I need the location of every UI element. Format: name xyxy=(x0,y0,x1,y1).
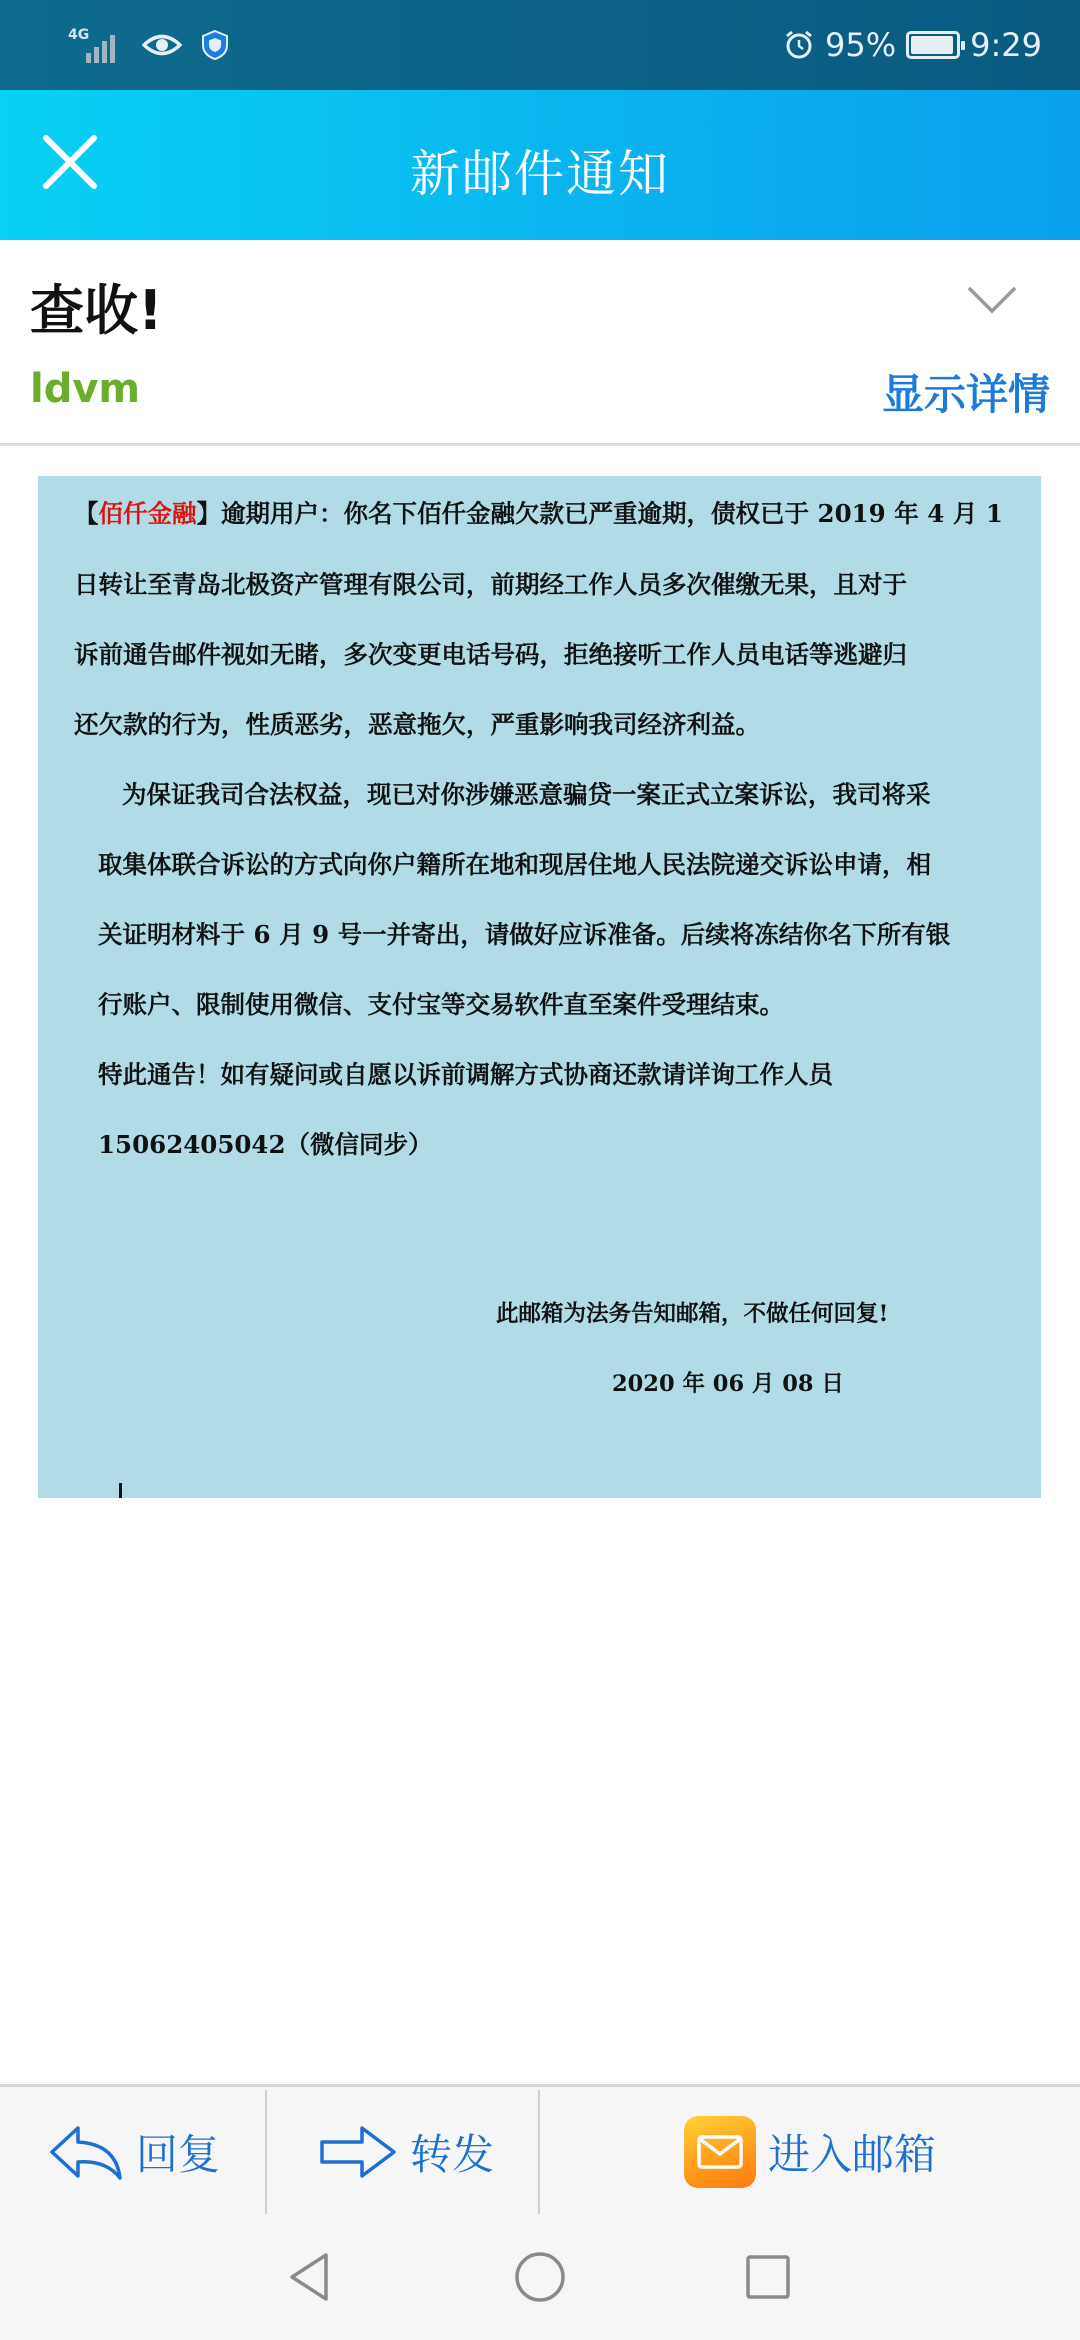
recents-button[interactable] xyxy=(708,2214,828,2340)
app-bar xyxy=(0,90,1080,240)
open-mailbox-label: 进入邮箱 xyxy=(768,2130,937,2179)
forward-icon xyxy=(318,2122,398,2182)
system-nav-bar xyxy=(0,2214,1080,2340)
letter-line-1: 】逾期用户：你名下佰仟金融欠款已严重逾期，债权已于 2019 年 4 月 1 xyxy=(196,499,1003,528)
status-bar xyxy=(0,0,1080,90)
phone-number-line: 15062405042（微信同步） xyxy=(98,1130,433,1159)
back-button[interactable] xyxy=(250,2214,370,2340)
battery-icon xyxy=(906,31,960,59)
shield-icon xyxy=(200,29,230,61)
bottom-action-bar xyxy=(0,2084,1080,2214)
letter-line-4: 还欠款的行为，性质恶劣，恶意拖欠，严重影响我司经济利益。 xyxy=(74,710,760,739)
back-icon xyxy=(286,2251,334,2303)
page-title: 新邮件通知 xyxy=(410,145,670,203)
letter-line-6: 取集体联合诉讼的方式向你户籍所在地和现居住地人民法院递交诉讼申请，相 xyxy=(98,850,931,879)
email-subject: 查收! xyxy=(30,279,163,342)
alarm-icon xyxy=(783,29,815,61)
battery-percent: 95% xyxy=(825,26,897,64)
email-sender[interactable]: ldvm xyxy=(30,366,141,412)
letter-line-9: 特此通告！如有疑问或自愿以诉前调解方式协商还款请详询工作人员 xyxy=(98,1060,833,1089)
forward-button[interactable] xyxy=(318,2087,494,2217)
chevron-down-icon[interactable] xyxy=(966,282,1018,318)
reply-label: 回复 xyxy=(136,2130,221,2179)
letter-line-3: 诉前通告邮件视如无睹，多次变更电话号码，拒绝接听工作人员电话等逃避归 xyxy=(74,640,907,669)
text-cursor xyxy=(119,1483,122,1498)
divider xyxy=(0,443,1080,446)
letter-line-7: 关证明材料于 6 月 9 号一并寄出，请做好应诉准备。后续将冻结你名下所有银 xyxy=(98,920,951,949)
mailbox-icon xyxy=(684,2116,756,2188)
open-mailbox-button[interactable] xyxy=(684,2087,936,2217)
signal-icon xyxy=(68,25,124,65)
status-right xyxy=(783,22,1042,68)
letter-line-5: 为保证我司合法权益，现已对你涉嫌恶意骗贷一案正式立案诉讼，我司将采 xyxy=(122,780,931,809)
eye-comfort-icon xyxy=(142,30,182,60)
home-icon xyxy=(513,2250,567,2304)
reply-icon xyxy=(48,2122,124,2182)
letter-date: 2020 年 06 月 08 日 xyxy=(612,1371,844,1397)
letter-line xyxy=(74,495,1003,530)
show-details-link[interactable]: 显示详情 xyxy=(881,370,1050,419)
brand-name: 佰仟金融 xyxy=(98,499,197,528)
reply-button[interactable] xyxy=(48,2087,220,2217)
forward-label: 转发 xyxy=(410,2130,495,2179)
letter-line-8: 行账户、限制使用微信、支付宝等交易软件直至案件受理结束。 xyxy=(98,990,784,1019)
letter-line-2: 日转让至青岛北极资产管理有限公司，前期经工作人员多次催缴无果，且对于 xyxy=(74,570,907,599)
home-button[interactable] xyxy=(480,2214,600,2340)
letter-body xyxy=(38,476,1041,1498)
bracket-open: 【 xyxy=(74,499,99,528)
footer-note: 此邮箱为法务告知邮箱，不做任何回复! xyxy=(496,1301,889,1327)
network-type: 4G xyxy=(68,27,90,43)
status-left xyxy=(68,22,230,68)
recents-icon xyxy=(744,2253,792,2301)
clock: 9:29 xyxy=(970,26,1042,64)
